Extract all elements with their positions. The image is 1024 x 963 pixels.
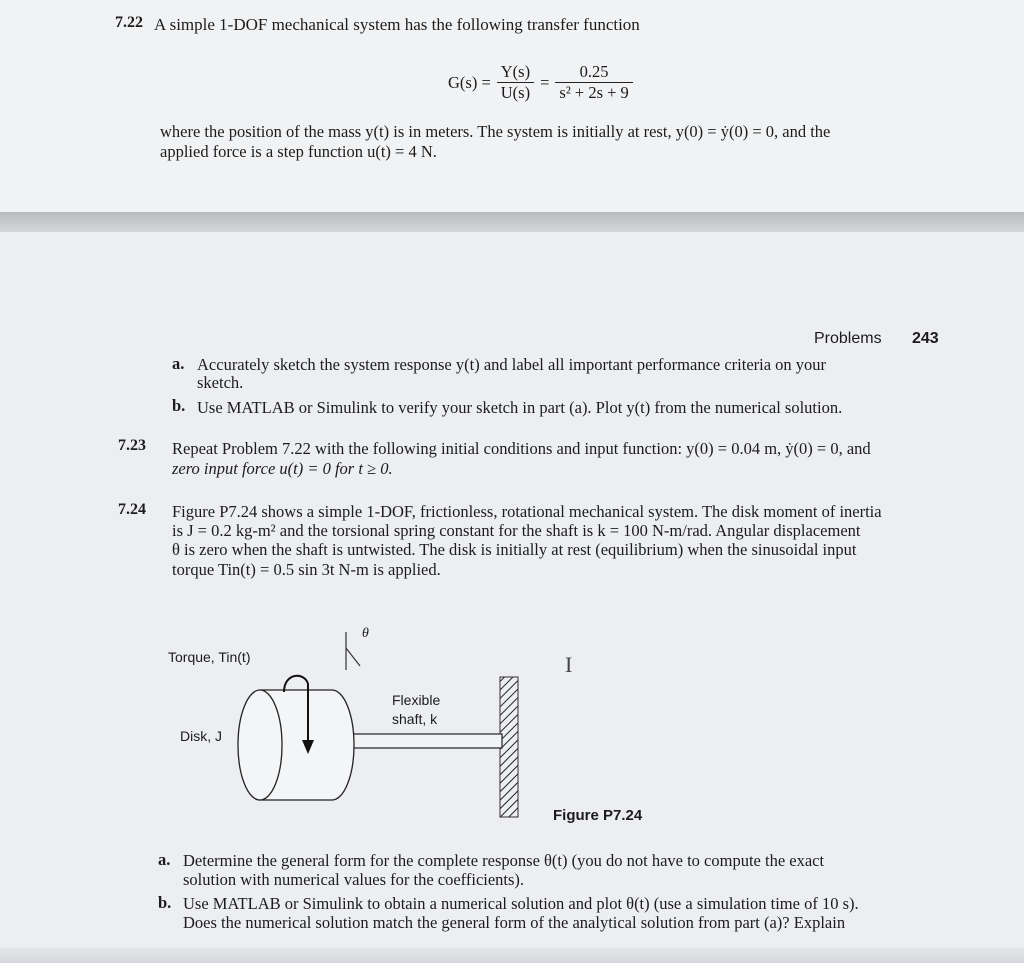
problem-7-24-line1: Figure P7.24 shows a simple 1-DOF, frictionless, rotational mechanical system. The disk moment of inertia [172,502,882,521]
problem-7-24-number: 7.24 [118,501,146,518]
eq-numerator-1: Y(s) [497,62,534,83]
figure-caption: Figure P7.24 [553,807,643,824]
problem-7-23-line1: Repeat Problem 7.22 with the following initial conditions and input function: y(0) = 0.04 m, ẏ(0) = 0, and [172,439,871,458]
problem-7-23-line2: zero input force u(t) = 0 for t ≥ 0. [172,459,393,478]
text-cursor-icon: I [565,652,573,677]
shaft-label-line1: Flexible [392,692,441,708]
page-gap [0,212,1024,232]
torque-label: Torque, Tin(t) [168,649,251,665]
p724-part-b-line2: Does the numerical solution match the general form of the analytical solution from part (a)? Explain [183,913,846,932]
fixed-wall [500,677,518,817]
theta-angle-line [346,648,360,666]
part-a-line1: Accurately sketch the system response y(t) and label all important performance criteria on your [197,355,827,374]
eq-denominator-1: U(s) [500,83,531,102]
eq-fraction-2 [555,62,632,103]
problem-7-24-line2: is J = 0.2 kg-m² and the torsional spring constant for the shaft is k = 100 N-m/rad. Angular displacement [172,521,861,540]
problem-7-23-number: 7.23 [118,437,146,454]
eq-fraction-1 [497,62,534,103]
page-top [0,0,1024,213]
part-a-label: a. [172,354,185,373]
transfer-function-equation [448,62,633,103]
p724-part-a-line1: Determine the general form for the complete response θ(t) (you do not have to compute the exact [183,851,825,870]
problem-7-22-body-line2: applied force is a step function u(t) = 4 N. [160,142,437,161]
p724-part-a-line2: solution with numerical values for the coefficients). [183,870,525,889]
disk-label: Disk, J [180,728,222,744]
bottom-edge [0,948,1024,963]
part-a-line2: sketch. [197,373,244,392]
flexible-shaft [352,734,502,748]
eq-denominator-2: s² + 2s + 9 [559,83,629,102]
problem-7-22-body-line1: where the position of the mass y(t) is in meters. The system is initially at rest, y(0) = ẏ(0) = 0, and the [160,122,831,141]
eq-numerator-2: 0.25 [555,62,632,83]
problem-7-22-intro: A simple 1-DOF mechanical system has the following transfer function [154,15,640,34]
theta-label: θ [362,626,369,641]
p724-part-b-line1: Use MATLAB or Simulink to obtain a numerical solution and plot θ(t) (use a simulation time of 10 s). [183,894,859,913]
problem-7-24-line3: θ is zero when the shaft is untwisted. The disk is initially at rest (equilibrium) when the sinusoidal input [172,540,857,559]
part-b-text: Use MATLAB or Simulink to verify your sketch in part (a). Plot y(t) from the numerical solution. [197,398,843,417]
problem-7-22-number: 7.22 [115,14,143,31]
shaft-label-line2: shaft, k [392,711,438,727]
disk-face [238,690,282,800]
problem-7-24-line4: torque Tin(t) = 0.5 sin 3t N-m is applied. [172,560,441,579]
running-header-section: Problems [814,330,882,347]
figure-p7-24 [160,622,680,832]
p724-part-a-label: a. [158,850,171,869]
eq-equals: = [540,72,550,92]
page-number: 243 [912,330,939,347]
part-b-label: b. [172,396,186,415]
eq-lhs: G(s) = [448,72,491,92]
p724-part-b-label: b. [158,893,172,912]
